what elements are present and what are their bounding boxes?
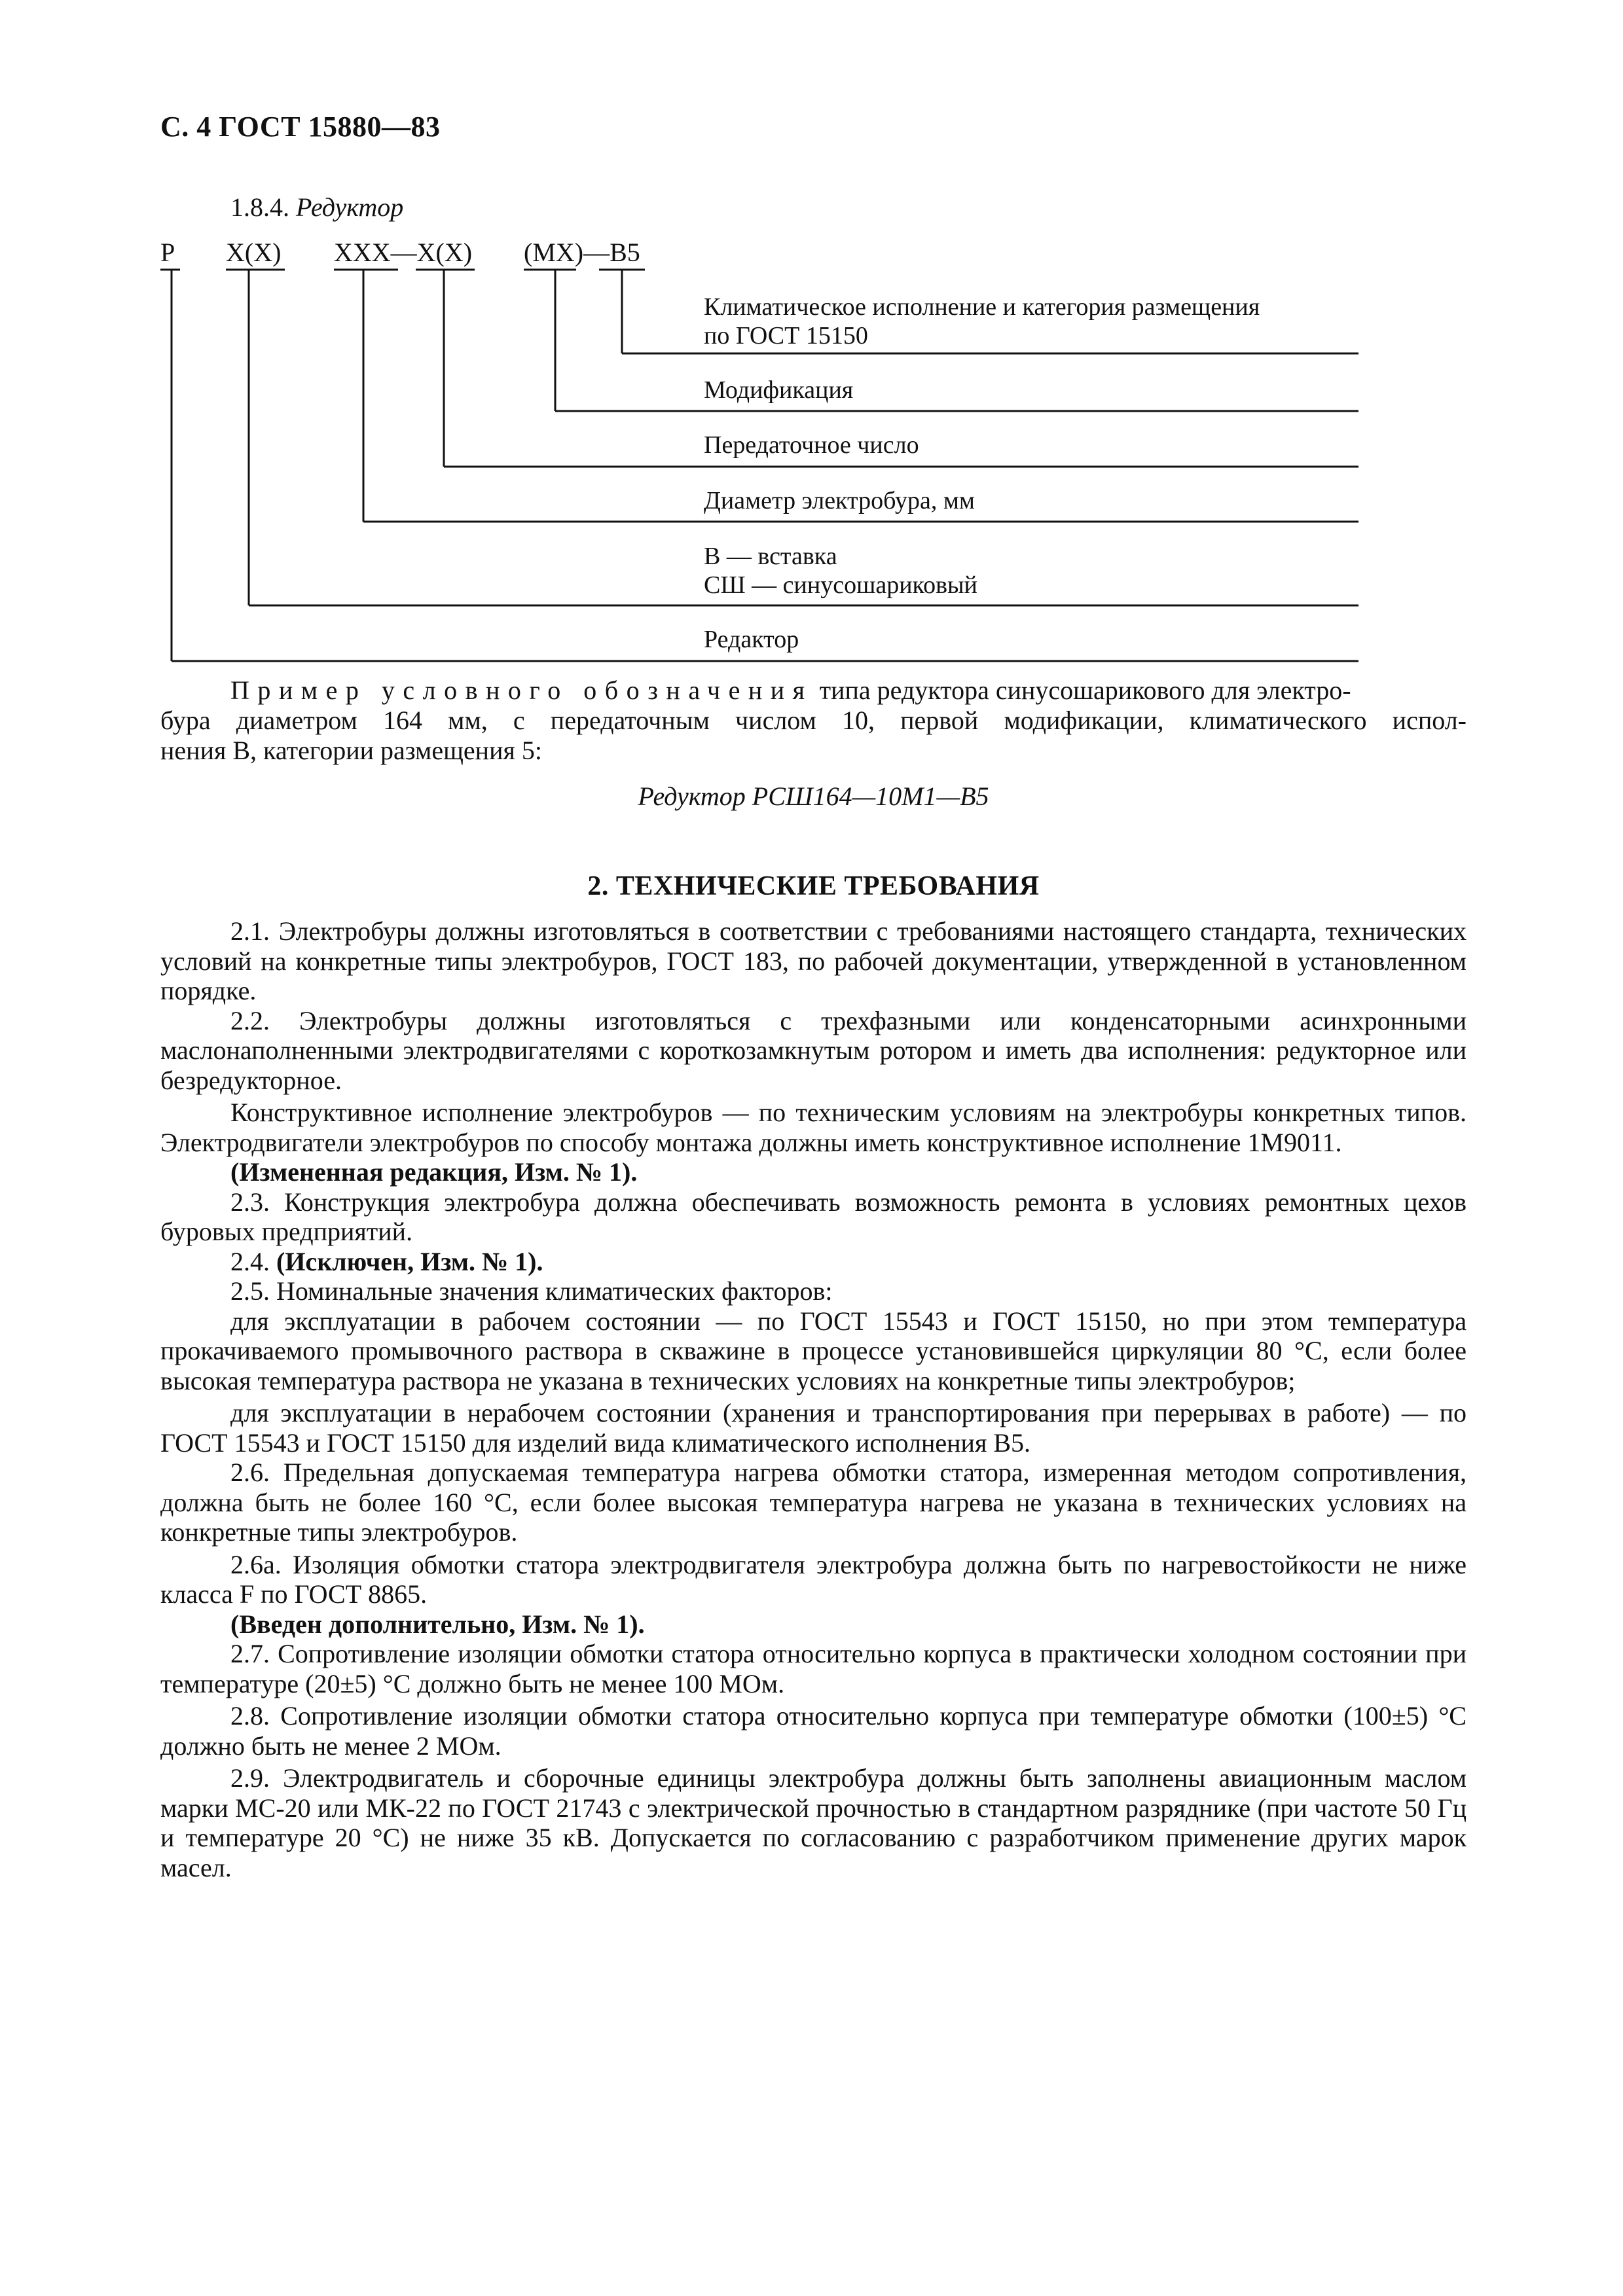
paragraph-2-8: 2.8. Сопротивление изоляции обмотки статора относительно корпуса при температуре обмотки (100±5) °С должно быть не менее 2 МОм. (160, 1701, 1467, 1761)
paragraph-2-1: 2.1. Электробуры должны изготовляться в соответствии с требованиями настоящего стандарта, технических условий на конкретные типы электробуров, ГОСТ 183, по рабочей документации, утвержденной в установленном порядке. (160, 916, 1467, 1005)
example-lead: Пример условного обозначения (230, 675, 813, 705)
code-part-r: Р (160, 238, 175, 267)
code-part-diameter-ratio: ХХХ—Х(Х) (334, 238, 473, 267)
label-gear-ratio: Передаточное число (704, 431, 919, 459)
paragraph-2-6a: 2.6а. Изоляция обмотки статора электродвигателя электробура должна быть по нагревостойкости не ниже класса F по ГОСТ 8865. (160, 1549, 1467, 1609)
paragraph-2-4-number: 2.4. (230, 1246, 270, 1276)
code-part-modification: (МХ)—В5 (524, 238, 640, 267)
label-reducer: Редактор (704, 626, 799, 653)
label-type (704, 542, 1359, 600)
label-type-line2: СШ — синусошариковый (704, 571, 977, 599)
label-climatic-line2: по ГОСТ 15150 (704, 322, 868, 350)
paragraph-2-6: 2.6. Предельная допускаемая температура нагрева обмотки статора, измеренная методом сопротивления, должна быть не более 160 °С, если более высокая температура нагрева не указана в технических условиях на конкретные типы электробуров. (160, 1458, 1467, 1547)
paragraph-2-5-nonoperating: для эксплуатации в нерабочем состоянии (хранения и транспортирования при перерывах в работе) — по ГОСТ 15543 и ГОСТ 15150 для изделий вида климатического исполнения В5. (160, 1398, 1467, 1458)
label-climatic (704, 293, 1359, 350)
label-modification: Модификация (704, 376, 854, 404)
label-climatic-line1: Климатическое исполнение и категория размещения (704, 293, 1260, 321)
example-designation: Редуктор РСШ164—10М1—В5 (638, 781, 989, 811)
subsection-heading (230, 192, 403, 223)
paragraph-2-5: 2.5. Номинальные значения климатических факторов: (230, 1276, 833, 1306)
paragraph-2-3: 2.3. Конструкция электробура должна обеспечивать возможность ремонта в условиях ремонтных цехов буровых предприятий. (160, 1187, 1467, 1246)
paragraph-2-7: 2.7. Сопротивление изоляции обмотки статора относительно корпуса в практически холодном состоянии при температуре (20±5) °С должно быть не менее 100 МОм. (160, 1639, 1467, 1698)
paragraph-2-2: 2.2. Электробуры должны изготовляться с трехфазными или конденсаторными асинхронными маслонаполненными электродвигателями с короткозамкнутым ротором и иметь два исполнения: редукторное или безредукторное. (160, 1005, 1467, 1095)
paragraph-2-2-continued: Конструктивное исполнение электробуров — по техническим условиям на электробуры конкретных типов. Электродвигатели электробуров по способу монтажа должны иметь конструктивное исполнение 1М9011. (160, 1098, 1467, 1157)
label-type-line1: В — вставка (704, 543, 837, 570)
paragraph-2-4 (160, 1247, 1467, 1277)
amendment-note-1 (160, 1157, 1467, 1187)
example-line1 (160, 675, 1467, 706)
example-line3: нения В, категории размещения 5: (160, 736, 542, 765)
amendment-note-2 (160, 1609, 1467, 1640)
example-text1: типа редуктора синусошарикового для электро- (819, 675, 1351, 705)
page-header: С. 4 ГОСТ 15880—83 (160, 111, 441, 143)
paragraph-2-9: 2.9. Электродвигатель и сборочные единицы электробура должны быть заполнены авиационным маслом марки МС-20 или МК-22 по ГОСТ 21743 с электрической прочностью в стандартном разряднике (при частоте 50 Гц и температуре 20 °С) не ниже 35 кВ. Допускается по согласованию с разработчиком применение других марок масел. (160, 1763, 1467, 1882)
subsection-title: Редуктор (296, 192, 404, 222)
example-line2: бура диаметром 164 мм, с передаточным числом 10, первой модификации, климатического испол- (160, 706, 1467, 735)
amendment-note-1-text: (Измененная редакция, Изм. № 1). (230, 1157, 638, 1187)
subsection-number: 1.8.4. (230, 192, 289, 222)
label-diameter: Диаметр электробура, мм (704, 487, 975, 514)
section-body (160, 916, 1467, 1882)
section-title: 2. ТЕХНИЧЕСКИЕ ТРЕБОВАНИЯ (587, 871, 1040, 901)
code-part-type: Х(Х) (226, 238, 282, 267)
amendment-note-2-text: (Введен дополнительно, Изм. № 1). (230, 1609, 645, 1639)
paragraph-2-4-note: (Исключен, Изм. № 1). (276, 1246, 543, 1276)
paragraph-2-5-operating: для эксплуатации в рабочем состоянии — по ГОСТ 15543 и ГОСТ 15150, но при этом температура прокачиваемого промывочного раствора в скважине в процессе установившейся циркуляции 80 °С, если более высокая температура раствора не указана в технических условиях на конкретные типы электробуров; (160, 1306, 1467, 1395)
